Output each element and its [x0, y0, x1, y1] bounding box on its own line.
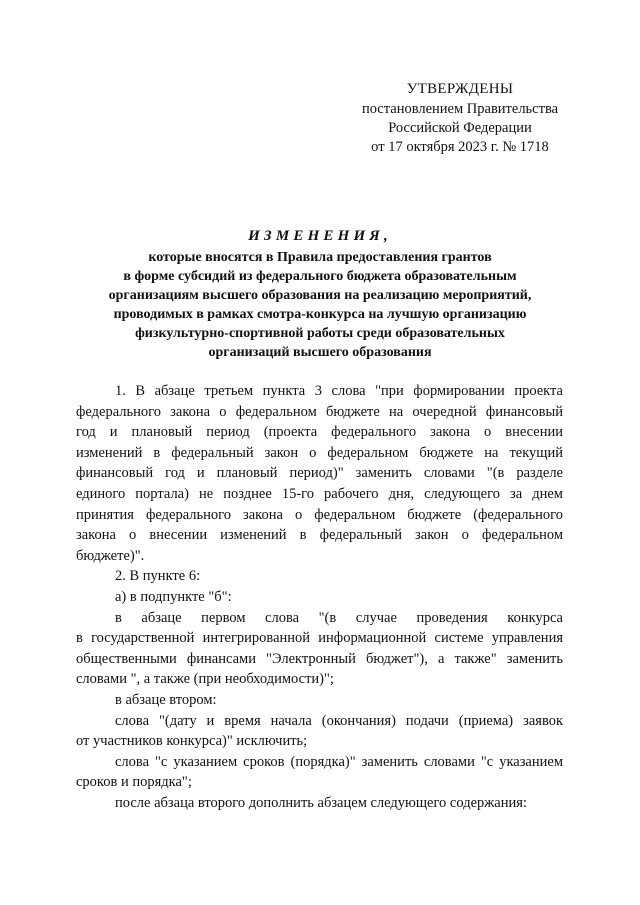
subtitle-line: организаций высшего образования — [208, 345, 432, 360]
document-title: ИЗМЕНЕНИЯ, — [248, 228, 392, 244]
approval-title: УТВЕРЖДЕНЫ — [406, 81, 514, 97]
body-line: общественными финансами "Электронный бюджет"), а также" заменить — [76, 650, 563, 667]
body-line: принятия федерального закона о федеральном бюджете (федерального — [76, 506, 563, 523]
approval-line-government: Российской Федерации — [388, 120, 532, 136]
body-line: в абзаце втором: — [115, 691, 217, 708]
body-line: сроков и порядка"; — [76, 774, 192, 791]
body-line: финансовый год и плановый период)" заменить словами "(в разделе — [76, 465, 563, 482]
body-line: в абзаце первом слова "(в случае проведения конкурса — [115, 609, 563, 626]
body-line: бюджете)". — [76, 547, 145, 564]
document-body — [76, 381, 563, 813]
approval-block — [345, 80, 575, 157]
body-line: слова "(дату и время начала (окончания) подачи (приема) заявок — [115, 712, 563, 729]
body-line: от участников конкурса)" исключить; — [76, 733, 308, 750]
document-heading — [60, 226, 580, 362]
body-line: в государственной интегрированной информационной системе управления — [76, 630, 563, 647]
body-line: 1. В абзаце третьем пункта 3 слова "при формировании проекта — [115, 383, 563, 399]
approval-line-decree: постановлением Правительства — [361, 101, 559, 117]
body-line: после абзаца второго дополнить абзацем следующего содержания: — [115, 794, 527, 811]
subtitle-line: организациям высшего образования на реализацию мероприятий, — [108, 288, 532, 303]
body-line: единого портала) не позднее 15-го рабочего дня, следующего за днем — [76, 485, 563, 502]
body-line: 2. В пункте 6: — [115, 568, 201, 585]
subtitle-line: в форме субсидий из федерального бюджета образовательным — [123, 269, 517, 284]
subtitle-line: проводимых в рамках смотра-конкурса на лучшую организацию — [113, 307, 527, 322]
body-line: словами ", а также (при необходимости)"; — [76, 671, 334, 688]
body-line: федерального закона о федеральном бюджете на очередной финансовый — [76, 403, 563, 420]
body-line: год и плановый период (проекта федерального закона о внесении — [76, 424, 563, 441]
subtitle-line: физкультурно-спортивной работы среди образовательных — [135, 326, 505, 341]
subtitle-line: которые вносятся в Правила предоставления грантов — [148, 250, 492, 265]
body-line: а) в подпункте "б": — [115, 588, 232, 605]
approval-line-date: от 17 октября 2023 г. № 1718 — [371, 139, 549, 155]
body-line: слова "с указанием сроков (порядка)" заменить словами "с указанием — [115, 753, 563, 770]
document-subtitle — [60, 248, 580, 362]
body-line: закона о внесении изменений в федеральный закон о федеральном — [76, 527, 563, 544]
body-line: изменений в федеральный закон о федеральном бюджете на текущий — [76, 444, 563, 461]
